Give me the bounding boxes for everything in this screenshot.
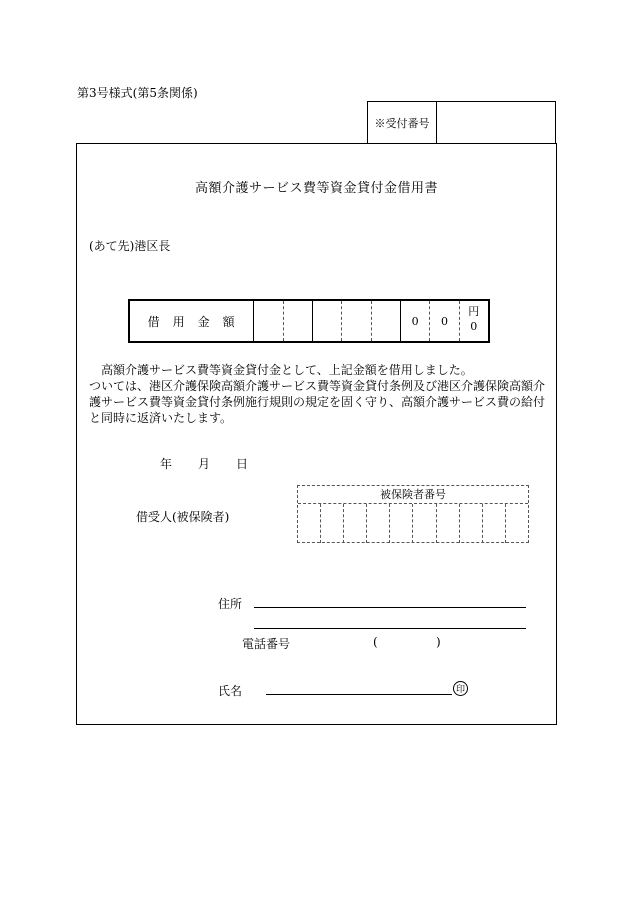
name-line[interactable] [266, 694, 452, 695]
insured-digit[interactable] [436, 504, 459, 543]
phone-label: 電話番号 [242, 637, 291, 651]
amount-digit[interactable]: 0 [400, 301, 429, 341]
body-line-2: ついては、港区介護保険高額介護サービス費等資金貸付条例及び港区介護保険高額介護サービス費等資金貸付条例施行規則の規定を固く守り、高額介護サービス費の給付と同時に返済いたします。 [89, 379, 546, 425]
amount-box [128, 299, 490, 343]
insured-digit[interactable] [366, 504, 389, 543]
name-label: 氏名 [218, 684, 243, 698]
receipt-number-label: ※受付番号 [368, 102, 437, 143]
address-label: 住所 [218, 597, 243, 611]
date-year-label: 年 [160, 457, 173, 471]
form-frame [76, 143, 557, 725]
amount-digit[interactable] [253, 301, 282, 341]
date-day-label: 日 [236, 457, 249, 471]
date-row [160, 455, 248, 472]
addressee: (あて先)港区長 [89, 239, 171, 253]
insured-digit[interactable] [459, 504, 482, 543]
amount-digit-yen[interactable] [459, 301, 488, 341]
date-month-label: 月 [198, 457, 211, 471]
insured-number-cells[interactable] [298, 504, 528, 543]
receipt-number-field[interactable] [437, 102, 555, 143]
form-number: 第3号様式(第5条関係) [77, 86, 198, 100]
insured-digit[interactable] [320, 504, 343, 543]
amount-digit[interactable] [371, 301, 400, 341]
body-text [89, 362, 549, 426]
receipt-number-box [367, 101, 556, 143]
phone-paren-close: ) [436, 635, 441, 649]
address-line-1[interactable] [254, 607, 526, 608]
insured-digit[interactable] [505, 504, 528, 543]
body-line-1: 高額介護サービス費等資金貸付金として、上記金額を借用しました。 [101, 363, 473, 377]
insured-digit[interactable] [343, 504, 366, 543]
amount-digit[interactable] [341, 301, 370, 341]
yen-unit-label: 円 [468, 305, 480, 318]
address-line-2[interactable] [254, 628, 526, 629]
insured-number-box [297, 485, 529, 543]
phone-paren-open: ( [373, 635, 378, 649]
amount-digit[interactable] [283, 301, 312, 341]
seal-icon: 印 [453, 681, 468, 696]
insured-digit[interactable] [298, 504, 320, 543]
borrower-label: 借受人(被保険者) [136, 510, 230, 524]
insured-digit[interactable] [412, 504, 435, 543]
insured-number-label: 被保険者番号 [298, 486, 528, 504]
document-title: 高額介護サービス費等資金貸付金借用書 [194, 181, 438, 196]
amount-digit[interactable] [312, 301, 341, 341]
amount-digit[interactable]: 0 [429, 301, 458, 341]
amount-label: 借用金額 [147, 314, 248, 329]
insured-digit[interactable] [482, 504, 505, 543]
amount-last-digit: 0 [470, 320, 478, 333]
insured-digit[interactable] [389, 504, 412, 543]
